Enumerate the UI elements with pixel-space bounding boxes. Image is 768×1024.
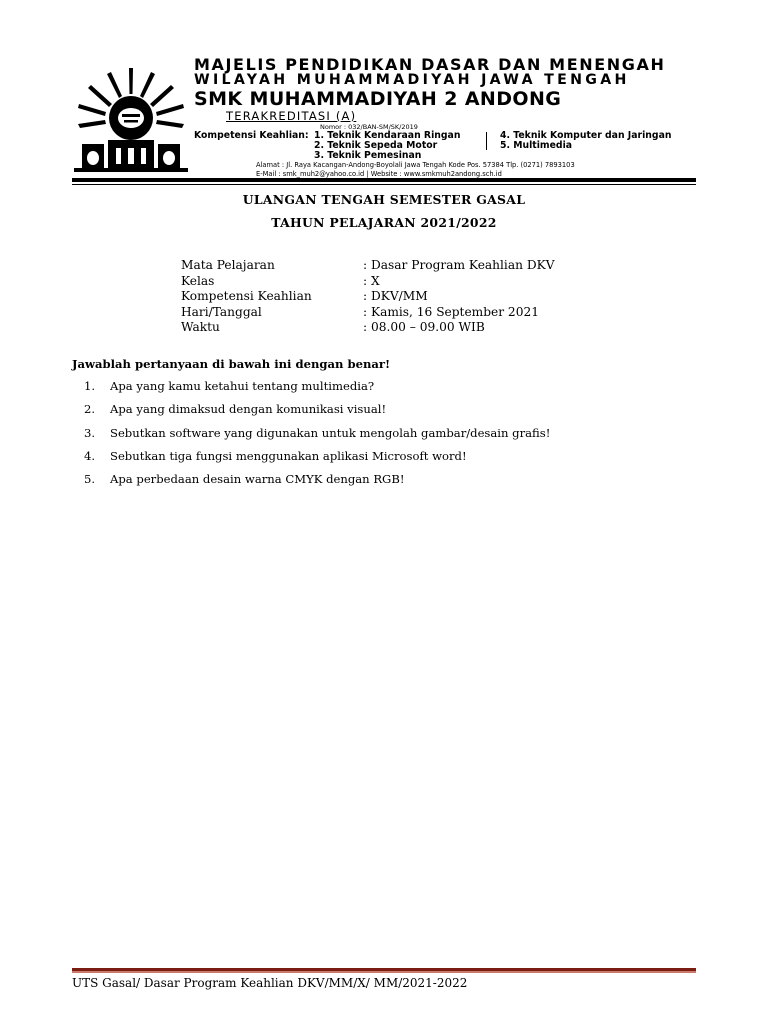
info-label: Waktu <box>181 320 220 334</box>
question-number: 4. <box>84 448 96 463</box>
info-label: Mata Pelajaran <box>181 258 275 272</box>
kompetensi-item: 2. Teknik Sepeda Motor <box>314 140 438 151</box>
kompetensi-label: Kompetensi Keahlian: <box>194 130 309 141</box>
school-address: Alamat : Jl. Raya Kacangan-Andong-Boyolali Jawa Tengah Kode Pos. 57384 Tlp. (0271) 7893103 <box>256 161 575 169</box>
info-value: : Dasar Program Keahlian DKV <box>363 258 555 272</box>
letterhead-rule-thin <box>72 184 696 185</box>
muhammadiyah-logo-icon <box>72 64 190 172</box>
kompetensi-item: 3. Teknik Pemesinan <box>314 150 422 161</box>
accreditation-number: Nomor : 032/BAN-SM/SK/2019 <box>320 123 418 131</box>
info-value: : Kamis, 16 September 2021 <box>363 304 539 319</box>
kompetensi-item: 1. Teknik Kendaraan Ringan <box>314 130 461 141</box>
kompetensi-block <box>194 131 696 161</box>
question-number: 1. <box>84 379 96 393</box>
question-text: Apa yang kamu ketahui tentang multimedia? <box>110 379 375 393</box>
question-text: Sebutkan software yang digunakan untuk mengolah gambar/desain grafis! <box>110 425 551 440</box>
kompetensi-item: 4. Teknik Komputer dan Jaringan <box>500 130 672 141</box>
academic-year: TAHUN PELAJARAN 2021/2022 <box>271 215 497 230</box>
footer-rule-light <box>72 971 696 973</box>
info-value: : X <box>363 273 380 288</box>
letterhead-line1: MAJELIS PENDIDIKAN DASAR DAN MENENGAH <box>194 55 666 74</box>
letterhead-text <box>194 56 696 178</box>
question-number: 3. <box>84 425 96 440</box>
exam-title: ULANGAN TENGAH SEMESTER GASAL <box>242 192 526 207</box>
school-name: SMK MUHAMMADIYAH 2 ANDONG <box>194 88 562 110</box>
accreditation-label <box>226 110 696 123</box>
info-value: : 08.00 – 09.00 WIB <box>363 320 485 334</box>
page-footer: UTS Gasal/ Dasar Program Keahlian DKV/MM/X/ MM/2021-2022 <box>72 976 468 990</box>
school-contact: E-Mail : smk_muh2@yahoo.co.id | Website : www.smkmuh2andong.sch.id <box>256 169 502 178</box>
info-label: Hari/Tanggal <box>181 304 262 319</box>
kompetensi-divider <box>486 132 487 150</box>
accreditation-text: TERAKREDITASI (A) <box>226 109 357 123</box>
question-text: Apa yang dimaksud dengan komunikasi visual! <box>110 402 387 417</box>
letterhead-rule-thick <box>72 178 696 182</box>
letterhead-line2: WILAYAH MUHAMMADIYAH JAWA TENGAH <box>194 72 630 88</box>
info-value: : DKV/MM <box>363 289 428 303</box>
info-label: Kompetensi Keahlian <box>181 289 312 303</box>
question-text: Sebutkan tiga fungsi menggunakan aplikasi Microsoft word! <box>110 448 467 463</box>
question-text: Apa perbedaan desain warna CMYK dengan RGB! <box>110 472 405 487</box>
question-number: 2. <box>84 402 96 417</box>
kompetensi-item: 5. Multimedia <box>500 140 573 151</box>
question-number: 5. <box>84 472 96 487</box>
info-label: Kelas <box>181 273 215 288</box>
instruction-text: Jawablah pertanyaan di bawah ini dengan benar! <box>72 357 391 371</box>
letterhead <box>72 56 696 178</box>
